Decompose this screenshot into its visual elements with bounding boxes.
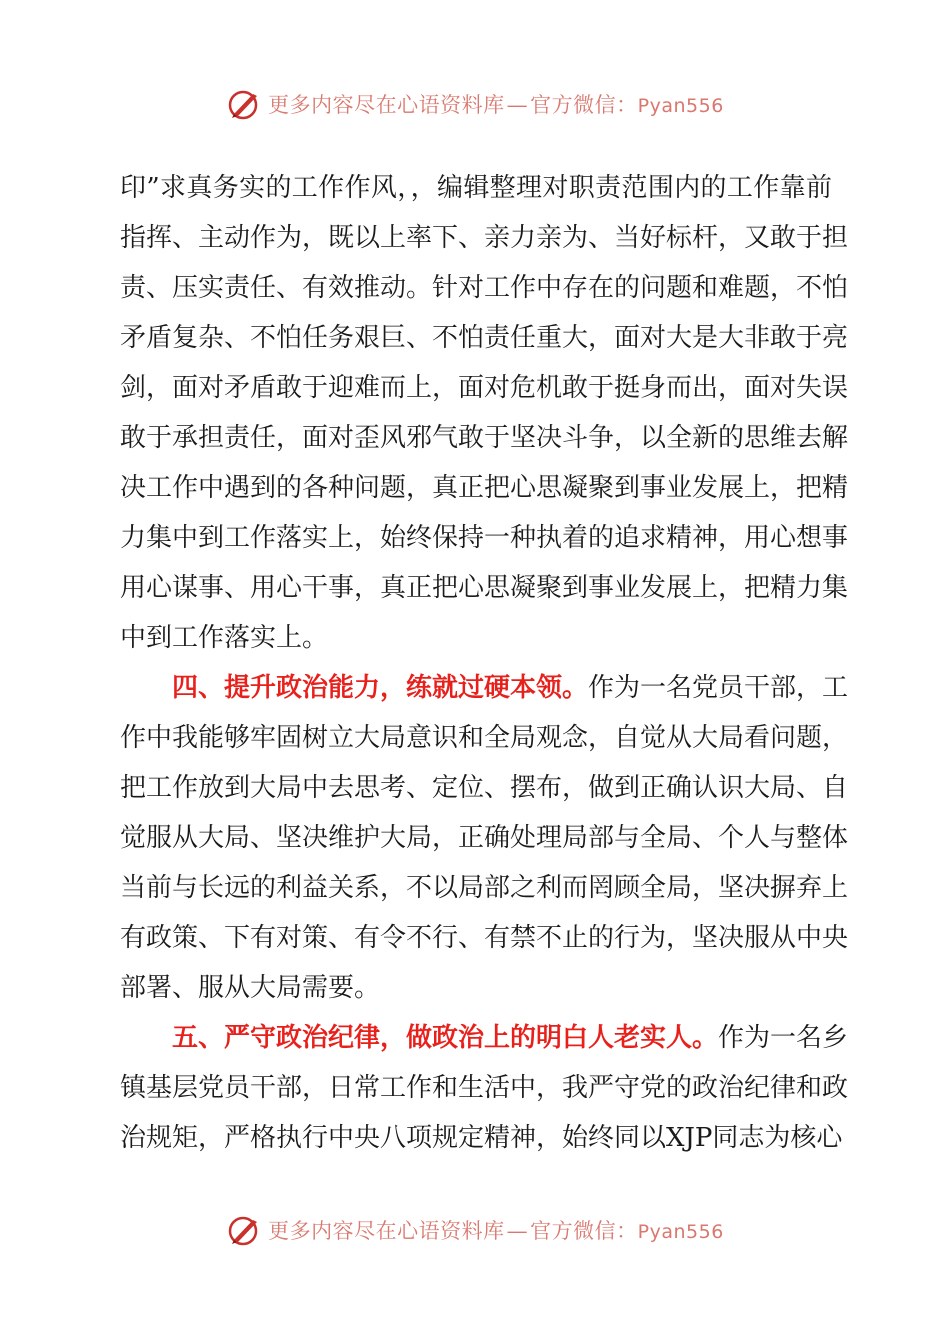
text-line: 镇基层党员干部，日常工作和生活中，我严守党的政治纪律和政 — [120, 1073, 849, 1103]
section-4-first-line: 四、提升政治能力，练就过硬本领。作为一名党员干部，工 — [172, 673, 849, 703]
pen-circle-logo-icon — [226, 86, 262, 122]
text-line: 当前与长远的利益关系，不以局部之利而罔顾全局，坚决摒弃上 — [120, 873, 849, 903]
document-body — [120, 163, 849, 1163]
section-5-heading: 五、严守政治纪律，做政治上的明白人老实人。 — [172, 1023, 719, 1053]
text-line: 印”求真务实的工作作风，，编辑整理对职责范围内的工作靠前 — [120, 173, 832, 203]
text-line: 用心谋事、用心干事，真正把心思凝聚到事业发展上，把精力集 — [120, 573, 849, 603]
text-line: 责、压实责任、有效推动。针对工作中存在的问题和难题，不怕 — [120, 273, 849, 303]
footer-watermark-banner — [0, 1210, 950, 1250]
section-5-first-line: 五、严守政治纪律，做政治上的明白人老实人。作为一名乡 — [172, 1023, 849, 1053]
banner-text: 更多内容尽在心语资料库—官方微信：Pyan556 — [268, 93, 724, 117]
text-line: 把工作放到大局中去思考、定位、摆布，做到正确认识大局、自 — [120, 773, 849, 803]
header-watermark-banner — [0, 84, 950, 124]
pen-circle-logo-icon — [226, 1212, 262, 1248]
text-line: 决工作中遇到的各种问题，真正把心思凝聚到事业发展上，把精 — [120, 473, 849, 503]
text-line: 部署、服从大局需要。 — [120, 973, 381, 1003]
text-line: 敢于承担责任，面对歪风邪气敢于坚决斗争，以全新的思维去解 — [120, 423, 849, 453]
text-line: 有政策、下有对策、有令不行、有禁不止的行为，坚决服从中央 — [120, 923, 849, 953]
text-line: 中到工作落实上。 — [120, 623, 329, 653]
text-line: 力集中到工作落实上，始终保持一种执着的追求精神，用心想事 — [120, 523, 849, 553]
text-line: 矛盾复杂、不怕任务艰巨、不怕责任重大，面对大是大非敢于亮 — [120, 323, 849, 353]
banner-text: 更多内容尽在心语资料库—官方微信：Pyan556 — [268, 1219, 724, 1243]
text-line: 治规矩，严格执行中央八项规定精神，始终同以XJP同志为核心 — [120, 1123, 843, 1153]
section-4-heading: 四、提升政治能力，练就过硬本领。 — [172, 673, 589, 703]
text-line: 剑，面对矛盾敢于迎难而上，面对危机敢于挺身而出，面对失误 — [120, 373, 849, 403]
text-line: 作中我能够牢固树立大局意识和全局观念，自觉从大局看问题， — [120, 723, 849, 753]
text-line: 指挥、主动作为，既以上率下、亲力亲为、当好标杆，又敢于担 — [120, 223, 849, 253]
text-line: 觉服从大局、坚决维护大局，正确处理局部与全局、个人与整体 — [120, 823, 849, 853]
